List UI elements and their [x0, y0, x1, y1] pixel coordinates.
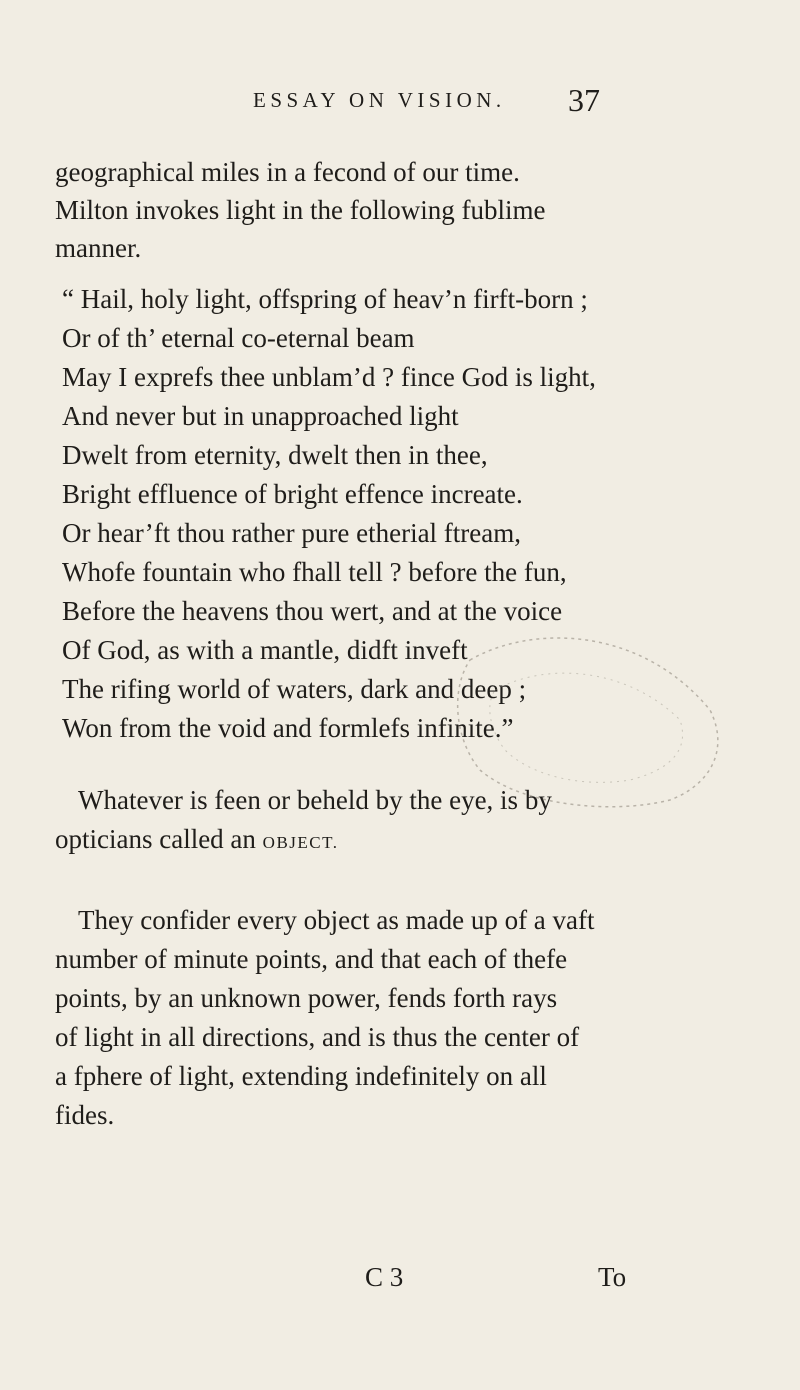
paragraph3-line: fides.: [55, 1100, 115, 1130]
poem-line: And never but in unapproached light: [62, 401, 459, 431]
poem-line: “ Hail, holy light, offspring of heav’n firft-born ;: [62, 284, 588, 314]
poem-line: The rifing world of waters, dark and deep ;: [62, 674, 527, 704]
paragraph2-line: [55, 824, 339, 855]
paragraph3-line: of light in all directions, and is thus the center of: [55, 1022, 580, 1052]
poem-line: Or hear’ft thou rather pure etherial ftream,: [62, 518, 522, 548]
ink-stain-icon: [440, 620, 730, 810]
poem-line: Bright effluence of bright effence increate.: [62, 479, 523, 509]
page-number: 37: [568, 82, 600, 118]
poem-line: Dwelt from eternity, dwelt then in thee,: [62, 440, 488, 470]
paragraph2-line: Whatever is feen or beheld by the eye, is by: [78, 785, 552, 815]
paragraph1-line: Milton invokes light in the following fublime: [55, 195, 546, 225]
signature-mark: C 3: [365, 1262, 404, 1292]
paragraph3-line: number of minute points, and that each of thefe: [55, 944, 568, 974]
paragraph2-prefix: opticians called an: [55, 824, 263, 854]
catchword: To: [598, 1262, 627, 1292]
poem-line: Or of th’ eternal co-eternal beam: [62, 323, 415, 353]
paragraph1-line: manner.: [55, 233, 142, 263]
paragraph3-line: points, by an unknown power, fends forth rays: [55, 983, 558, 1013]
poem-line: Won from the void and formlefs infinite.”: [62, 713, 514, 743]
paragraph3-line: They confider every object as made up of a vaft: [78, 905, 595, 935]
object-term: OBJECT.: [262, 833, 339, 852]
paragraph3-line: a fphere of light, extending indefinitely on all: [55, 1061, 547, 1091]
running-header: [0, 82, 800, 128]
paragraph1-line: geographical miles in a fecond of our time.: [55, 157, 520, 187]
poem-line: Before the heavens thou wert, and at the voice: [62, 596, 563, 626]
poem-line: May I exprefs thee unblam’d ? fince God is light,: [62, 362, 596, 392]
poem-line: Whofe fountain who fhall tell ? before the fun,: [62, 557, 567, 587]
poem-line: Of God, as with a mantle, didft inveft: [62, 635, 468, 665]
header-title: ESSAY ON VISION.: [253, 88, 506, 112]
